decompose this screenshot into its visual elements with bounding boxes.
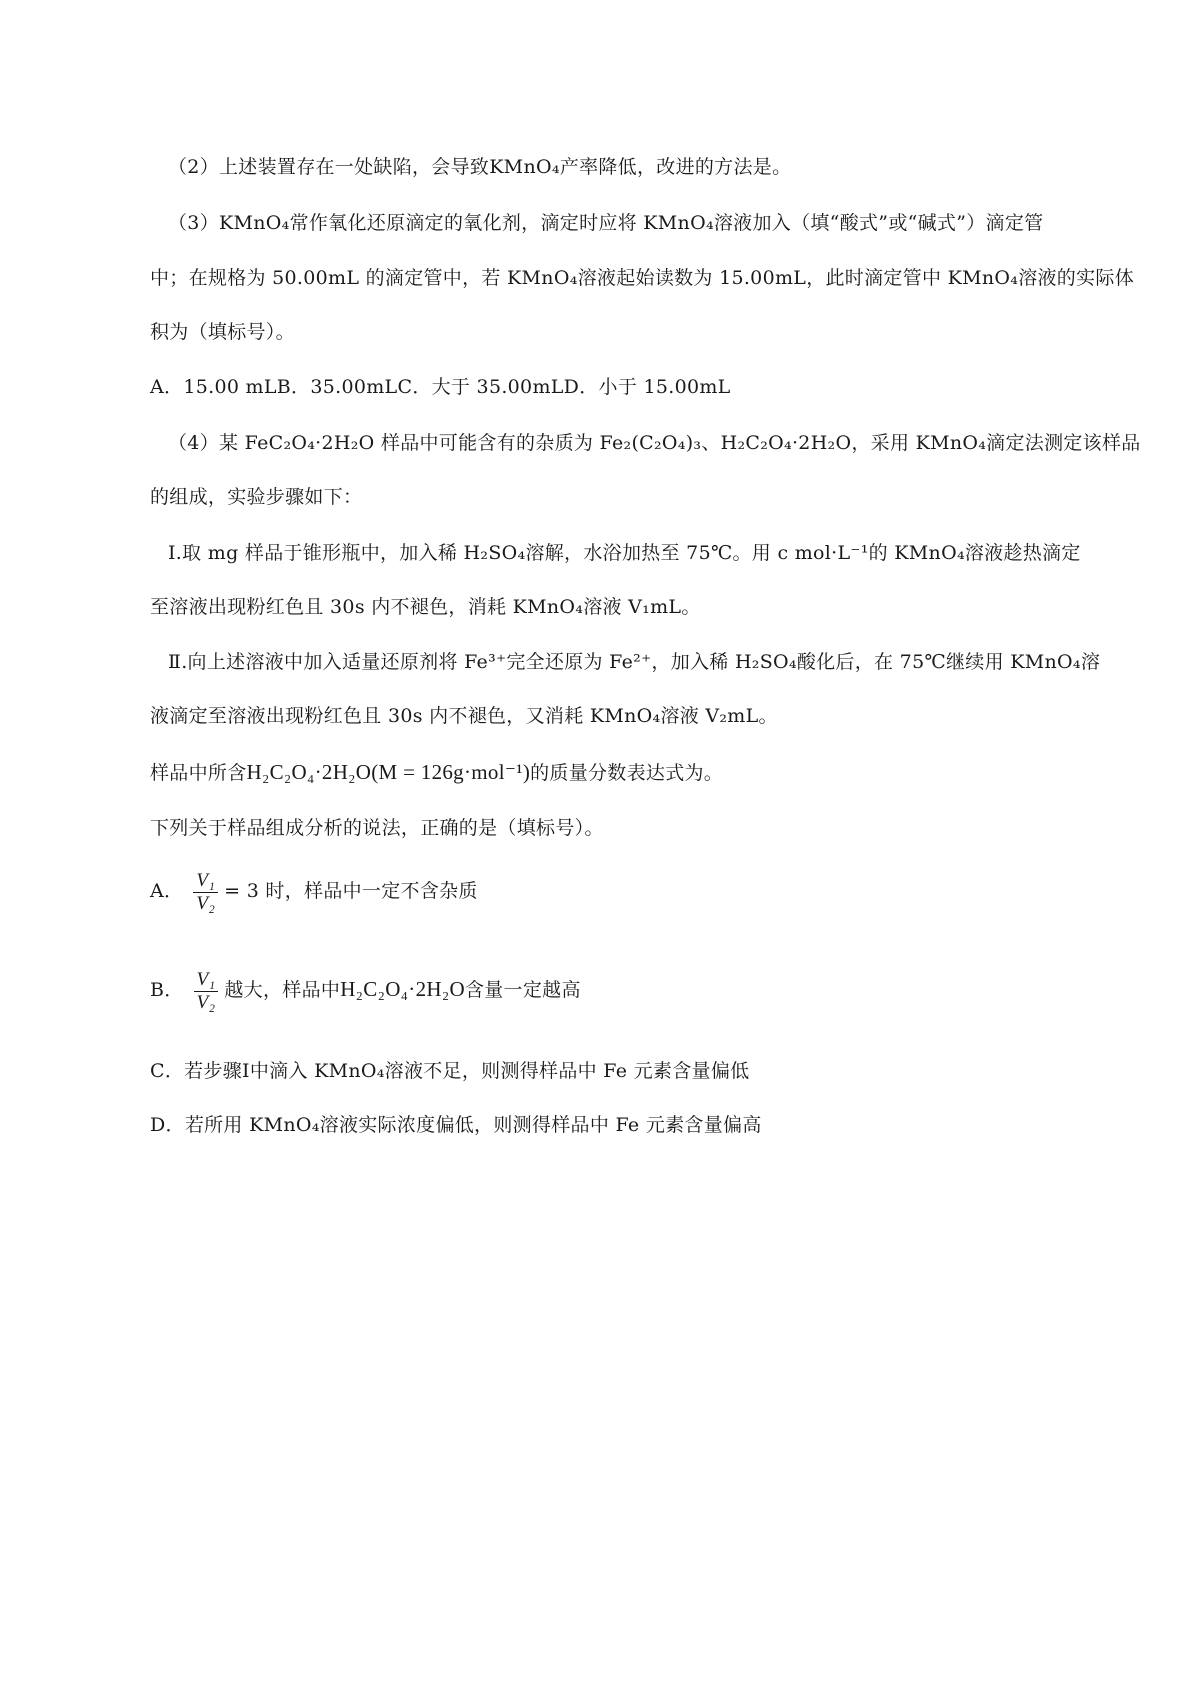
option-b-text-2: 含量一定越高: [464, 979, 581, 1001]
option-b: [150, 966, 1105, 1014]
option-c: C．若步骤Ⅰ中滴入 KMnO₄溶液不足，则测得样品中 Fe 元素含量偏低: [150, 1060, 750, 1082]
option-a-label: A．: [150, 880, 184, 902]
option-b-text-1: 越大，样品中: [224, 979, 341, 1001]
question-4-line-2: 的组成，实验步骤如下：: [150, 486, 363, 508]
option-a-numerator: V₁: [193, 870, 218, 893]
option-a: [150, 868, 1105, 915]
step-1-line-2: 至溶液出现粉红色且 30s 内不褪色，消耗 KMnO₄溶液 V₁mL。: [150, 596, 701, 618]
question-2: （2）上述装置存在一处缺陷，会导致KMnO₄产率降低，改进的方法是。: [168, 156, 792, 178]
analysis-question: 下列关于样品组成分析的说法，正确的是（填标号）。: [150, 817, 604, 839]
step-2-line-2: 液滴定至溶液出现粉红色且 30s 内不褪色，又消耗 KMnO₄溶液 V₂mL。: [150, 705, 778, 727]
question-3-line-2: 中；在规格为 50.00mL 的滴定管中，若 KMnO₄溶液起始读数为 15.00mL，此时滴定管中 KMnO₄溶液的实际体: [150, 267, 1135, 289]
expression-suffix: 的质量分数表达式为。: [530, 762, 724, 784]
question-3-line-3: 积为（填标号）。: [150, 321, 295, 343]
question-4-line-1: （4）某 FeC₂O₄·2H₂O 样品中可能含有的杂质为 Fe₂(C₂O₄)₃、H₂C₂O₄·2H₂O，采用 KMnO₄滴定法测定该样品: [168, 432, 1141, 454]
expression-prefix: 样品中所含: [150, 762, 247, 784]
step-1-line-1: Ⅰ.取 mg 样品于锥形瓶中，加入稀 H₂SO₄溶解，水浴加热至 75℃。用 c mol·L⁻¹的 KMnO₄溶液趁热滴定: [168, 542, 1081, 564]
option-a-fraction: [193, 870, 218, 915]
option-b-label: B．: [150, 979, 184, 1001]
step-2-line-1: Ⅱ.向上述溶液中加入适量还原剂将 Fe³⁺完全还原为 Fe²⁺，加入稀 H₂SO₄酸化后，在 75℃继续用 KMnO₄溶: [168, 651, 1101, 673]
option-b-fraction: [194, 969, 219, 1014]
question-3-options: A．15.00 mLB．35.00mLC．大于 35.00mLD．小于 15.00mL: [150, 376, 731, 398]
option-b-denominator: V₂: [196, 991, 216, 1013]
question-3-line-1: （3）KMnO₄常作氧化还原滴定的氧化剂，滴定时应将 KMnO₄溶液加入（填“酸式”或“碱式”）滴定管: [168, 212, 1044, 234]
option-a-denominator: V₂: [196, 892, 216, 914]
expression-formula: H₂C₂O₄·2H₂O(M = 126g·mol⁻¹): [246, 760, 531, 784]
option-b-numerator: V₁: [194, 969, 219, 992]
option-a-text: = 3 时，样品中一定不含杂质: [224, 880, 478, 902]
expression-prompt: [150, 749, 1105, 796]
option-b-formula: H₂C₂O₄·2H₂O: [340, 977, 465, 1001]
option-d: D．若所用 KMnO₄溶液实际浓度偏低，则测得样品中 Fe 元素含量偏高: [150, 1114, 762, 1136]
